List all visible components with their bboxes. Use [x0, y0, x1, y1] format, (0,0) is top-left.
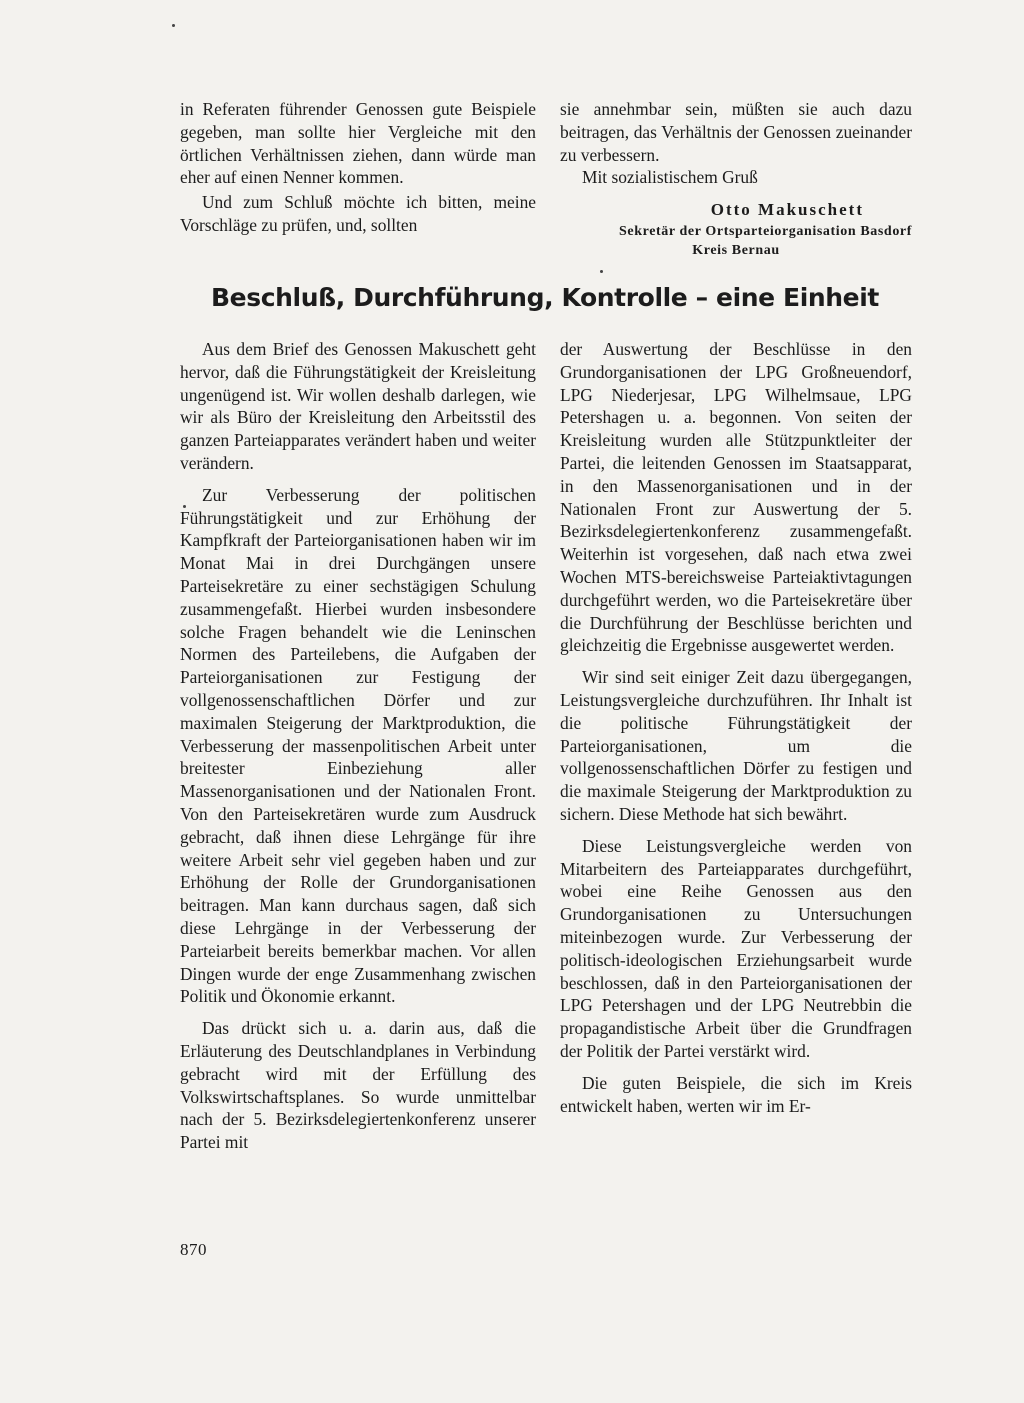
signature-name: Otto Makuschett [710, 200, 864, 220]
paragraph: Das drückt sich u. a. darin aus, daß die Erläuterung des Deutschlandplanes in Verbindung gebracht wird mit der Erfüllung des Volkswirtschaftsplanes. So wurde unmittelbar nach der 5. Bezirksdelegiertenkonferenz unserer Partei mit [180, 1018, 536, 1153]
body-left-column [180, 338, 536, 1154]
paragraph: der Auswertung der Beschlüsse in den Grundorganisationen der LPG Großneuendorf, LPG Niederjesar, LPG Wilhelmsaue, LPG Petershagen u. a. begonnen. Von seiten der Kreisleitung wurden alle Stützpunktleiter der Partei, die leitenden Genossen im Staatsapparat, in den Massenorganisationen und in der Nationalen Front zur Auswertung der 5. Bezirksdelegiertenkonferenz zusammengefaßt. Weiterhin ist vorgesehen, daß nach etwa zwei Wochen MTS-bereichsweise Parteiaktivtagungen durchgeführt werden, wo die Parteisekretäre über die Durchführung der Beschlüsse berichten und gleichzeitig die Ergebnisse ausgewertet werden. [560, 339, 912, 656]
page-number: 870 [180, 1240, 207, 1259]
signature-title-line1: Sekretär der Ortsparteiorganisation Basdorf [619, 223, 912, 239]
signature-title [560, 222, 912, 260]
paragraph: sie annehmbar sein, müßten sie auch dazu beitragen, das Verhältnis der Genossen zueinander zu verbessern. [560, 99, 912, 165]
paragraph: in Referaten führender Genossen gute Beispiele gegeben, man sollte hier Vergleiche mit den örtlichen Verhältnissen ziehen, dann würde man eher auf einen Nenner kommen. [180, 99, 536, 188]
scan-speck [172, 24, 175, 27]
paragraph: Wir sind seit einiger Zeit dazu übergegangen, Leistungsvergleiche durchzuführen. Ihr Inhalt ist die politische Führungstätigkeit der Parteiorganisationen, um die vollgenossenschaftlichen Dörfer zu festigen und die maximale Steigerung der Marktproduktion zu sichern. Diese Methode hat sich bewährt. [560, 667, 912, 824]
top-left-column [180, 98, 536, 237]
top-right-column [560, 98, 912, 260]
paragraph: Die guten Beispiele, die sich im Kreis entwickelt haben, werten wir im Er- [560, 1072, 912, 1116]
closing-greeting: Mit sozialistischem Gruß [582, 167, 758, 188]
paragraph: Aus dem Brief des Genossen Makuschett geht hervor, daß die Führungstätigkeit der Kreisleitung ungenügend ist. Wir wollen deshalb darlegen, wie wir als Büro der Kreisleitung den Arbeitsstil des ganzen Parteiapparates verändert haben und weiter verändern. [180, 339, 536, 473]
paragraph: Diese Leistungsvergleiche werden von Mitarbeitern des Parteiapparates durchgeführt, wobei eine Reihe Genossen aus den Grundorganisationen zu Untersuchungen miteinbezogen wurde. Zur Verbesserung der politisch-ideologischen Erziehungsarbeit wurde beschlossen, daß in den Parteiorganisationen der LPG Petershagen und der LPG Neutrebbin die propagandistische Arbeit über die Grundfragen der Politik der Partei verstärkt wird. [560, 835, 912, 1061]
paragraph: Zur Verbesserung der politischen Führungstätigkeit und zur Erhöhung der Kampfkraft der Parteiorganisationen haben wir im Monat Mai in drei Durchgängen unsere Parteisekretäre zu einer sechstägigen Schulung zusammengefaßt. Hierbei wurden insbesondere solche Fragen behandelt wie die Leninschen Normen des Parteilebens, die Aufgaben der Parteiorganisationen zur Festigung der vollgenossenschaftlichen Dörfer und zur maximalen Steigerung der Marktproduktion, die Verbesserung der massenpolitischen Arbeit unter breitester Einbeziehung aller Massenorganisationen und der Nationalen Front. Von den Parteisekretären wurde zum Ausdruck gebracht, daß ihnen diese Lehrgänge für ihre weitere Arbeit sehr viel gegeben haben und zur Erhöhung der Rolle der Grundorganisationen beitragen. Man kann durchaus sagen, daß sich diese Lehrgänge in der Verbesserung der Parteiarbeit bereits bemerkbar machen. Vor allen Dingen wurde der enge Zusammenhang zwischen Politik und Ökonomie erkannt. [180, 484, 536, 1007]
paragraph: Und zum Schluß möchte ich bitten, meine Vorschläge zu prüfen, und, sollten [180, 192, 536, 235]
scan-speck [183, 505, 186, 508]
scan-speck [600, 270, 603, 273]
body-right-column [560, 338, 912, 1117]
article-title: Beschluß, Durchführung, Kontrolle – eine Einheit [211, 283, 879, 312]
signature-title-line2: Kreis Bernau [692, 242, 780, 258]
